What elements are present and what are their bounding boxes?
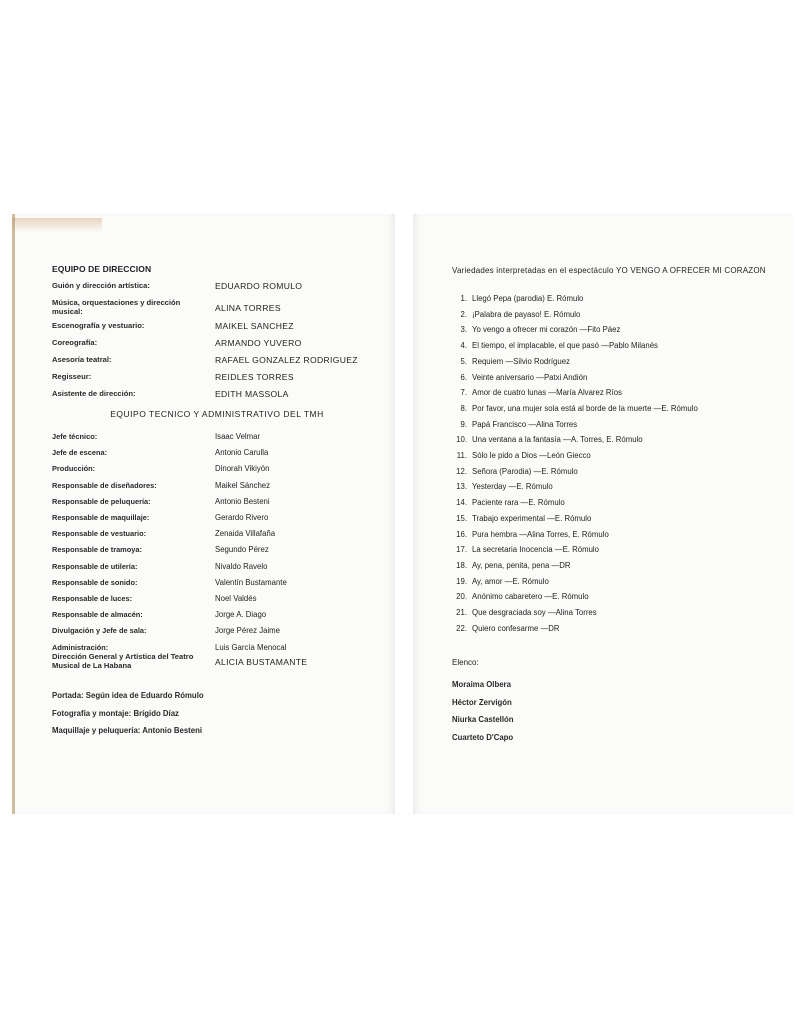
song-item [452,341,658,357]
credit-role: Música, orquestaciones y dirección musical: [52,298,181,316]
song-number: 10. [456,435,467,445]
song-item [452,577,549,593]
song-title: Señora (Parodia) —E. Rómulo [472,466,578,476]
page-gutter [395,214,413,814]
footer-cover-credit: Portada: Según idea de Eduardo Rómulo [52,691,204,700]
song-number: 14. [456,498,467,508]
tech-role: Responsable de peluquería: [52,496,151,506]
song-number: 15. [456,513,467,523]
tech-name: Zenaida Villafaña [215,529,276,539]
song-item [452,467,578,483]
tech-role: Divulgación y Jefe de sala: [52,626,147,636]
credit-name: EDUARDO ROMULO [215,281,303,291]
tech-row [52,626,392,642]
tech-name: Valentín Bustamante [215,577,287,587]
tech-role: Responsable de vestuario: [52,529,147,539]
tech-name: Isaac Velmar [215,432,261,441]
song-number: 2. [460,309,467,319]
credit-role: Escenografía y vestuario: [52,321,145,330]
tech-row [52,448,392,464]
credit-role: Regisseur: [52,372,92,381]
tech-name: Jorge Pérez Jaime [215,626,281,636]
song-title: La secretaria Inocencia —E. Rómulo [472,545,599,555]
direction-team-title: EQUIPO DE DIRECCION [52,264,152,274]
song-number: 18. [456,560,467,570]
song-item [452,404,698,420]
song-title: Que desgraciada soy —Alina Torres [472,608,597,617]
song-item [452,514,591,530]
tech-name: Dinorah Vikiyón [215,464,270,474]
tech-role: Responsable de utilería: [52,561,138,571]
cast-member: Niurka Castellón [452,715,514,724]
footer-photo-credit: Fotografía y montaje: Brígido Díaz [52,709,179,718]
credit-name: ARMANDO YUVERO [215,338,302,348]
song-title: Pura hembra —Alina Torres, E. Rómulo [472,529,609,539]
song-number: 20. [456,592,467,602]
song-title: Paciente rara —E. Rómulo [472,498,565,508]
song-title: Ay, amor —E. Rómulo [472,576,549,586]
song-number: 9. [460,419,467,429]
tech-name: Nivaldo Ravelo [215,561,268,571]
footer-makeup-credit: Maquillaje y peluquería: Antonio Besteni [52,726,203,735]
song-item [452,498,565,514]
song-title: Llegó Pepa (parodia) E. Rómulo [472,294,584,303]
tech-role: Responsable de diseñadores: [52,480,157,490]
song-item [452,561,571,577]
general-direction-name: ALICIA BUSTAMANTE [215,657,308,667]
song-number: 21. [456,608,467,617]
song-number: 19. [456,576,467,586]
song-number: 22. [456,623,467,633]
right-page [413,214,794,814]
song-item [452,608,597,624]
song-number: 13. [456,482,467,492]
cast-member: Moraima Olbera [452,680,511,689]
left-page [12,214,395,814]
song-number: 1. [460,294,467,303]
song-title: Anónimo cabaretero —E. Rómulo [472,592,589,602]
song-title: ¡Palabra de payaso! E. Rómulo [472,309,581,319]
tech-name: Jorge A. Diago [215,610,267,620]
tech-role: Administración: [52,642,109,652]
song-number: 7. [460,388,467,398]
song-number: 4. [460,341,467,351]
tech-role: Responsable de luces: [52,594,133,603]
song-item [452,592,589,608]
tech-name: Antonio Carulla [215,448,269,458]
song-title: Amor de cuatro lunas —María Alvarez Ríos [472,388,622,398]
song-title: Trabajo experimental —E. Rómulo [472,513,592,523]
song-title: Papá Francisco —Alina Torres [472,419,578,429]
tech-row [52,562,392,578]
tech-row [52,529,392,545]
song-title: Yo vengo a ofrecer mi corazón —Fito Páez [472,325,621,335]
tech-role: Jefe técnico: [52,432,98,441]
song-number: 11. [456,451,467,460]
tech-name: Noel Valdés [215,594,257,603]
song-item [452,545,599,561]
song-item [452,325,620,341]
credit-name: EDITH MASSOLA [215,389,289,399]
general-direction-role: Dirección General y Artística del Teatro Musical de La Habana [52,652,194,670]
tech-name: Segundo Pérez [215,545,269,555]
tech-name: Maikel Sánchez [215,480,271,490]
song-title: Requiem —Silvio Rodríguez [472,356,570,366]
tech-row [52,610,392,626]
tech-row [52,497,392,513]
tech-row [52,481,392,497]
song-number: 5. [460,356,467,366]
cast-title: Elenco: [452,658,479,667]
song-item [452,451,591,467]
song-title: Veinte aniversario —Patxi Andión [472,372,588,382]
song-item [452,624,560,640]
cast-member: Héctor Zervigón [452,697,512,707]
song-item [452,530,609,546]
repertoire-intro: Variedades interpretadas en el espectáculo YO VENGO A OFRECER MI CORAZON [452,266,766,275]
song-title: Sólo le pido a Dios —León Giecco [472,451,591,460]
tech-role: Jefe de escena: [52,448,108,458]
tech-role: Responsable de tramoya: [52,545,142,555]
song-number: 16. [456,529,467,539]
tech-row [52,432,392,448]
song-item [452,373,587,389]
tech-name: Antonio Besteni [215,496,270,506]
song-title: Por favor, una mujer sola está al borde de la muerte —E. Rómulo [472,403,698,413]
credit-role: Asistente de dirección: [52,389,136,398]
program-spread [12,214,794,814]
song-item [452,310,580,326]
credit-name: REIDLES TORRES [215,372,294,382]
tech-row [52,464,392,480]
tech-role: Responsable de almacén: [52,610,143,620]
song-number: 3. [460,325,467,335]
credit-name: ALINA TORRES [215,303,281,313]
song-item [452,420,577,436]
song-item [452,388,622,404]
song-number: 6. [460,372,467,382]
song-item [452,357,570,373]
cast-member: Cuarteto D'Capo [452,732,514,742]
credit-role: Asesoría teatral: [52,355,112,364]
tech-name: Gerardo Rivero [215,513,269,522]
song-item [452,435,643,451]
song-number: 8. [460,403,467,413]
tech-role: Responsable de maquillaje: [52,513,150,522]
technical-team-title: EQUIPO TECNICO Y ADMINISTRATIVO DEL TMH [110,409,324,419]
song-title: Ay, pena, penita, pena —DR [472,560,571,570]
song-title: El tiempo, el implacable, el que pasó —Pablo Milanés [472,341,658,351]
credit-name: RAFAEL GONZALEZ RODRIGUEZ [215,355,358,365]
song-title: Una ventana a la fantasía —A. Torres, E. Rómulo [472,435,643,445]
song-item [452,482,553,498]
song-title: Yesterday —E. Rómulo [472,482,553,492]
tech-role: Producción: [52,464,96,474]
song-number: 17. [456,545,467,555]
credit-role: Coreografía: [52,338,98,347]
tech-row [52,545,392,561]
tech-row [52,594,392,610]
song-item [452,294,583,310]
tech-role: Responsable de sonido: [52,577,138,587]
tech-row [52,578,392,594]
credit-name: MAIKEL SANCHEZ [215,321,294,331]
tech-name: Luis García Menocal [215,642,287,652]
song-number: 12. [456,466,467,476]
song-title: Quiero confesarme —DR [472,623,560,633]
tech-row [52,513,392,529]
credit-role: Guión y dirección artística: [52,281,150,290]
